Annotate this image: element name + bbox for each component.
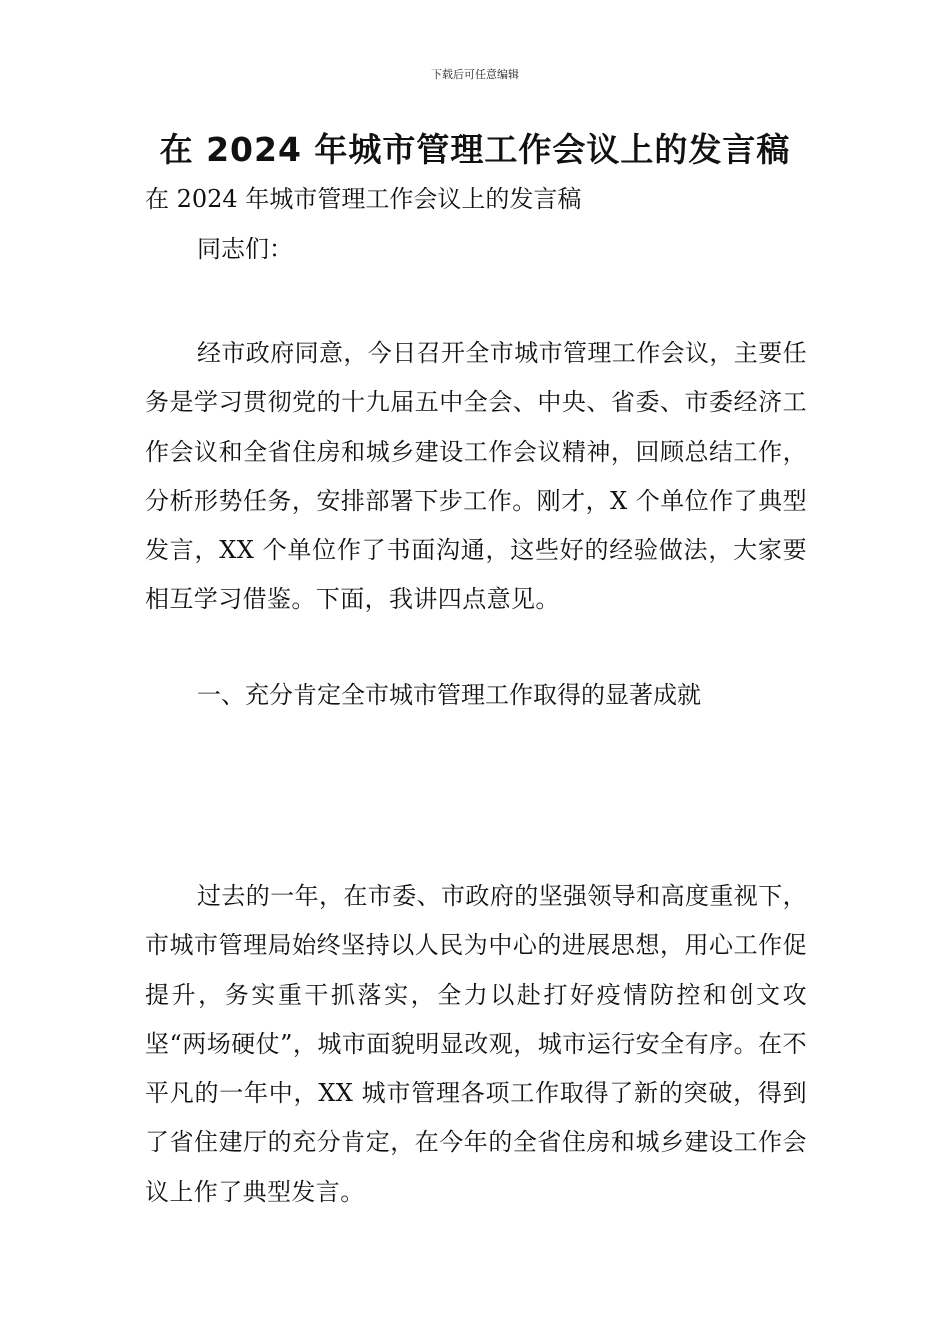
salutation: 同志们： <box>197 235 293 263</box>
document-subtitle: 在 2024 年城市管理工作会议上的发言稿 <box>145 185 582 213</box>
body-paragraph: 过去的一年，在市委、市政府的坚强领导和高度重视下，市城市管理局始终坚持以人民为中心的进展思想，用心工作促提升，务实重干抓落实，全力以赴打好疫情防控和创文攻坚“两场硬仗”，城市面貌明显改观，城市运行安全有序。在不平凡的一年中，XX 城市管理各项工作取得了新的突破，得到了省住建厅的充分肯定，在今年的全省住房和城乡建设工作会议上作了典型发言。 <box>145 882 807 1206</box>
document-title: 在 2024 年城市管理工作会议上的发言稿 <box>159 130 791 169</box>
header-note: 下载后可任意编辑 <box>431 68 519 81</box>
body-paragraph: 经市政府同意，今日召开全市城市管理工作会议，主要任务是学习贯彻党的十九届五中全会、中央、省委、市委经济工作会议和全省住房和城乡建设工作会议精神，回顾总结工作，分析形势任务，安排部署下步工作。刚才，X 个单位作了典型发言，XX 个单位作了书面沟通，这些好的经验做法，大家要相互学习借鉴。下面，我讲四点意见。 <box>145 339 807 614</box>
section-heading: 一、充分肯定全市城市管理工作取得的显著成就 <box>197 681 701 709</box>
